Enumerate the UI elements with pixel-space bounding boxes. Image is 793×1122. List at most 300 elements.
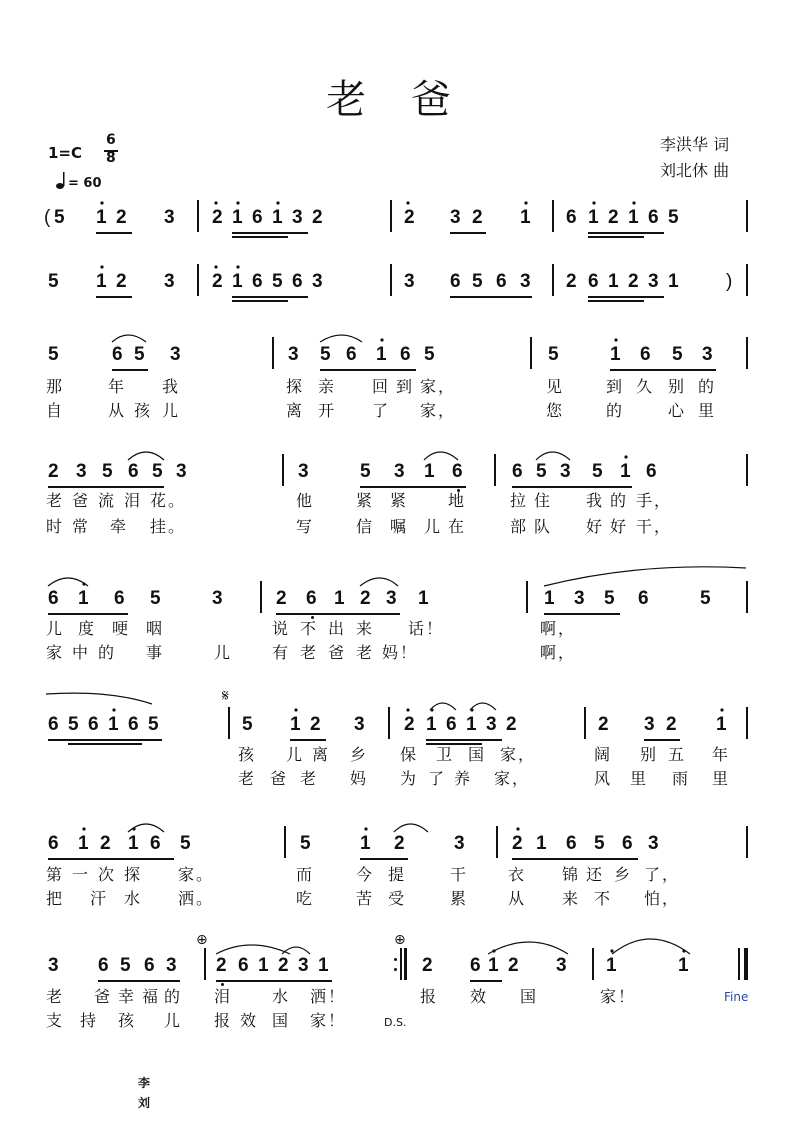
- lyric-syllable: 我: [162, 377, 181, 396]
- lyric-syllable: 国: [272, 1011, 291, 1030]
- note: 1: [334, 588, 345, 609]
- barline: [746, 337, 748, 369]
- lyricist-credit: 李洪华 词: [660, 135, 730, 154]
- coda-icon: ⊕: [196, 932, 208, 948]
- note: 5: [180, 833, 191, 854]
- lyric-syllable: 出: [328, 619, 347, 638]
- lyric-syllable: 在: [448, 517, 467, 536]
- note: 3: [450, 207, 461, 228]
- barline: [260, 581, 262, 613]
- lyric-syllable: 自: [46, 401, 65, 420]
- underline: [512, 858, 638, 860]
- lyric-syllable: 常: [72, 517, 91, 536]
- note: 3: [520, 271, 531, 292]
- lyric-syllable: 家，: [500, 745, 537, 764]
- note: 3: [486, 714, 497, 735]
- note: 3: [386, 588, 397, 609]
- note: 2: [666, 714, 677, 735]
- lyric-line-1: [0, 984, 793, 1006]
- note: 2: [100, 833, 111, 854]
- note: 5: [48, 344, 59, 365]
- underline: [112, 369, 148, 371]
- score-system-2: [0, 270, 793, 300]
- underline: [232, 296, 308, 298]
- note: 1: [610, 344, 621, 365]
- lyric-syllable: 来: [356, 619, 375, 638]
- note: 6: [48, 588, 59, 609]
- note: 2: [404, 207, 415, 228]
- barline: [282, 454, 284, 486]
- lyric-syllable: 部: [510, 517, 529, 536]
- note: 3: [298, 955, 309, 976]
- note: 1: [318, 955, 329, 976]
- lyric-syllable: 儿: [424, 517, 443, 536]
- note: 3: [560, 461, 571, 482]
- lyric-syllable: 地: [448, 491, 467, 510]
- note: 2: [48, 461, 59, 482]
- note: 1: [488, 955, 499, 976]
- lyric-syllable: 衣: [508, 865, 527, 884]
- lyric-syllable: 度: [78, 619, 97, 638]
- lyric-syllable: 养: [454, 769, 473, 788]
- barline: [284, 826, 286, 858]
- lyric-syllable: 妈: [350, 769, 369, 788]
- note: 6: [450, 271, 461, 292]
- note: 6: [566, 207, 577, 228]
- note: 6: [48, 833, 59, 854]
- lyric-syllable: 中: [72, 643, 91, 662]
- barline: [388, 707, 390, 739]
- lyric-syllable: 牵: [110, 517, 129, 536]
- note: 6: [588, 271, 599, 292]
- lyric-syllable: 的: [610, 491, 629, 510]
- lyric-syllable: 话！: [408, 619, 445, 638]
- lyric-syllable: 紧: [356, 491, 375, 510]
- note: 1: [606, 955, 617, 976]
- underline: [48, 858, 174, 860]
- note: 6: [646, 461, 657, 482]
- lyric-syllable: 里: [630, 769, 649, 788]
- note: 6: [640, 344, 651, 365]
- note: 2: [276, 588, 287, 609]
- barline: [746, 264, 748, 296]
- note: 5: [536, 461, 547, 482]
- lyric-line-1: [0, 616, 793, 638]
- underline: [588, 300, 644, 302]
- lyric-syllable: 了: [372, 401, 391, 420]
- barline: [197, 264, 199, 296]
- note: 2: [506, 714, 517, 735]
- underline: [96, 296, 132, 298]
- note: 1: [78, 833, 89, 854]
- note: 1: [78, 588, 89, 609]
- score-system-1: [0, 206, 793, 236]
- note: 2: [116, 271, 127, 292]
- note: 6: [252, 271, 263, 292]
- lyric-syllable: 流: [98, 491, 117, 510]
- lyric-syllable: 好: [610, 517, 629, 536]
- underline: [96, 232, 132, 234]
- lyric-syllable: 福: [142, 987, 161, 1006]
- note: 1: [128, 833, 139, 854]
- final-barline: [738, 948, 740, 980]
- note: 3: [394, 461, 405, 482]
- note: 5: [592, 461, 603, 482]
- lyric-syllable: 别: [640, 745, 659, 764]
- note: 1: [272, 207, 283, 228]
- lyric-syllable: 国: [468, 745, 487, 764]
- lyric-syllable: 的: [606, 401, 625, 420]
- lyric-syllable: 妈！: [382, 643, 419, 662]
- note: 2: [628, 271, 639, 292]
- note: 6: [446, 714, 457, 735]
- lyric-syllable: 爸: [270, 769, 289, 788]
- lyric-line-1: [0, 742, 793, 764]
- lyric-syllable: 阔: [594, 745, 613, 764]
- note: 6: [496, 271, 507, 292]
- note: 6: [512, 461, 523, 482]
- note: 6: [114, 588, 125, 609]
- lyric-syllable: 儿: [214, 643, 233, 662]
- note: 2: [278, 955, 289, 976]
- note: 5: [548, 344, 559, 365]
- note: 2: [422, 955, 433, 976]
- dal-segno-marking: D.S.: [384, 1016, 407, 1029]
- lyric-syllable: 为: [400, 769, 419, 788]
- note: 1: [360, 833, 371, 854]
- score-system-6: [0, 713, 793, 743]
- note: 5: [134, 344, 145, 365]
- barline: [584, 707, 586, 739]
- barline: [526, 581, 528, 613]
- note: 2: [116, 207, 127, 228]
- lyric-syllable: 怕，: [644, 889, 681, 908]
- barline: [552, 264, 554, 296]
- lyric-syllable: 爸: [328, 643, 347, 662]
- note: 1: [520, 207, 531, 228]
- note: 1: [290, 714, 301, 735]
- lyric-syllable: 有: [272, 643, 291, 662]
- lyric-syllable: 洒。: [178, 889, 215, 908]
- note: 1: [96, 207, 107, 228]
- note: 2: [310, 714, 321, 735]
- note: 3: [292, 207, 303, 228]
- lyric-syllable: 花。: [150, 491, 187, 510]
- note: 1: [232, 271, 243, 292]
- note: 1: [678, 955, 689, 976]
- lyric-syllable: 卫: [436, 745, 455, 764]
- note: 1: [588, 207, 599, 228]
- underline: [232, 236, 288, 238]
- note: 3: [702, 344, 713, 365]
- underline: [610, 369, 716, 371]
- lyric-syllable: 效: [240, 1011, 259, 1030]
- note: 2: [312, 207, 323, 228]
- barline: [746, 826, 748, 858]
- footer-credit-1: 李: [138, 1076, 151, 1090]
- lyric-syllable: 的: [698, 377, 717, 396]
- note: 2: [360, 588, 371, 609]
- underline: [426, 739, 502, 741]
- lyric-syllable: 泪: [214, 987, 233, 1006]
- segno-icon: 𝄋: [222, 686, 229, 705]
- note: 2: [212, 271, 223, 292]
- lyric-syllable: 而: [296, 865, 315, 884]
- note: 6: [292, 271, 303, 292]
- underline: [48, 613, 128, 615]
- note: 5: [594, 833, 605, 854]
- lyric-syllable: 亲: [318, 377, 337, 396]
- time-signature-numerator: 6: [106, 132, 116, 148]
- note: 5: [150, 588, 161, 609]
- note: 5: [152, 461, 163, 482]
- lyric-syllable: 我: [586, 491, 605, 510]
- note: 6: [566, 833, 577, 854]
- lyric-syllable: 家！: [600, 987, 637, 1006]
- note: 5: [68, 714, 79, 735]
- note: 5: [700, 588, 711, 609]
- lyric-syllable: 儿: [162, 401, 181, 420]
- note: 6: [144, 955, 155, 976]
- note: 1: [96, 271, 107, 292]
- repeat-barline: [404, 948, 407, 980]
- lyric-syllable: 次: [98, 865, 117, 884]
- footer-credit-2: 刘: [138, 1096, 151, 1110]
- lyric-syllable: 说: [272, 619, 291, 638]
- note: 6: [150, 833, 161, 854]
- lyric-syllable: 雨: [672, 769, 691, 788]
- note: 1: [536, 833, 547, 854]
- score-system-4: [0, 460, 793, 490]
- lyric-syllable: 保: [400, 745, 419, 764]
- note: 2: [394, 833, 405, 854]
- underline: [232, 232, 308, 234]
- lyric-syllable: 儿: [46, 619, 65, 638]
- note: 3: [176, 461, 187, 482]
- note: 5: [604, 588, 615, 609]
- note: 3: [164, 271, 175, 292]
- note: 6: [238, 955, 249, 976]
- score-system-3: [0, 343, 793, 373]
- lyric-line-1: [0, 862, 793, 884]
- note: 3: [556, 955, 567, 976]
- note: 3: [454, 833, 465, 854]
- note: 3: [644, 714, 655, 735]
- coda-icon: ⊕: [394, 932, 406, 948]
- note: 2: [472, 207, 483, 228]
- lyric-syllable: 持: [80, 1011, 99, 1030]
- note: 1: [426, 714, 437, 735]
- lyric-syllable: 探: [286, 377, 305, 396]
- lyric-syllable: 吃: [296, 889, 315, 908]
- note: 6: [400, 344, 411, 365]
- lyric-syllable: 啊，: [540, 643, 577, 662]
- lyric-syllable: 爸: [72, 491, 91, 510]
- lyric-syllable: 离: [286, 401, 305, 420]
- note: 1: [716, 714, 727, 735]
- underline: [450, 232, 486, 234]
- note: 5: [272, 271, 283, 292]
- note: 3: [288, 344, 299, 365]
- note: 6: [452, 461, 463, 482]
- note: 3: [574, 588, 585, 609]
- barline: [272, 337, 274, 369]
- lyric-syllable: 家，: [420, 377, 457, 396]
- note: 5: [672, 344, 683, 365]
- barline: [552, 200, 554, 232]
- underline: [588, 236, 644, 238]
- note: 6: [48, 714, 59, 735]
- lyric-syllable: 孩: [118, 1011, 137, 1030]
- note: 1: [376, 344, 387, 365]
- lyric-syllable: 一: [72, 865, 91, 884]
- lyric-line-2: [0, 886, 793, 908]
- lyric-syllable: 不: [594, 889, 613, 908]
- lyric-syllable: 幸: [118, 987, 137, 1006]
- lyric-syllable: 来: [562, 889, 581, 908]
- note: 1: [108, 714, 119, 735]
- lyric-line-2: [0, 514, 793, 536]
- barline: [496, 826, 498, 858]
- underline: [276, 613, 400, 615]
- lyric-syllable: 儿: [164, 1011, 183, 1030]
- note: 5: [242, 714, 253, 735]
- lyric-syllable: 老: [300, 643, 319, 662]
- note: 6: [128, 461, 139, 482]
- lyric-syllable: 队: [534, 517, 553, 536]
- note: 1: [668, 271, 679, 292]
- score-system-8: [0, 954, 793, 984]
- note: 2: [566, 271, 577, 292]
- lyric-syllable: 您: [546, 401, 565, 420]
- note: 6: [128, 714, 139, 735]
- composer-credit: 刘北休 曲: [660, 161, 730, 180]
- underline: [588, 296, 664, 298]
- tempo-marking: = 60: [68, 176, 102, 191]
- lyric-syllable: 里: [698, 401, 717, 420]
- lyric-syllable: 把: [46, 889, 65, 908]
- lyric-syllable: 苦: [356, 889, 375, 908]
- note: 6: [252, 207, 263, 228]
- lyric-syllable: 咽: [146, 619, 165, 638]
- close-parenthesis: ): [726, 271, 733, 292]
- lyric-syllable: 时: [46, 517, 65, 536]
- note: 3: [354, 714, 365, 735]
- note: 5: [48, 271, 59, 292]
- underline: [320, 369, 416, 371]
- note: 1: [232, 207, 243, 228]
- note: 3: [648, 271, 659, 292]
- lyric-syllable: 乡: [350, 745, 369, 764]
- note: 5: [300, 833, 311, 854]
- score-system-5: [0, 587, 793, 617]
- score-system-7: [0, 832, 793, 862]
- note: 2: [508, 955, 519, 976]
- lyric-syllable: 水: [272, 987, 291, 1006]
- note: 1: [418, 588, 429, 609]
- note: 6: [648, 207, 659, 228]
- lyric-syllable: 年: [712, 745, 731, 764]
- lyric-syllable: 啊，: [540, 619, 577, 638]
- note: 1: [258, 955, 269, 976]
- lyric-syllable: 孩: [134, 401, 153, 420]
- barline: [746, 581, 748, 613]
- note: 6: [88, 714, 99, 735]
- barline: [204, 948, 206, 980]
- lyric-syllable: 了，: [644, 865, 681, 884]
- lyric-syllable: 探: [124, 865, 143, 884]
- barline: [390, 200, 392, 232]
- underline: [290, 739, 326, 741]
- lyric-line-2: [0, 766, 793, 788]
- lyric-syllable: 干，: [636, 517, 673, 536]
- note: 3: [166, 955, 177, 976]
- lyric-line-1: [0, 374, 793, 396]
- barline: [197, 200, 199, 232]
- fine-marking: Fine: [724, 990, 749, 1004]
- lyric-syllable: 年: [108, 377, 127, 396]
- time-signature-denominator: 8: [106, 150, 116, 166]
- barline: [228, 707, 230, 739]
- lyric-syllable: 五: [668, 745, 687, 764]
- lyric-syllable: 写: [296, 517, 315, 536]
- barline: [494, 454, 496, 486]
- lyric-syllable: 老: [46, 987, 65, 1006]
- lyric-syllable: 锦: [562, 865, 581, 884]
- lyric-syllable: 开: [318, 401, 337, 420]
- note: 2: [216, 955, 227, 976]
- underline: [360, 858, 408, 860]
- lyric-syllable: 别: [668, 377, 687, 396]
- lyric-syllable: 不: [300, 619, 319, 638]
- note: 5: [320, 344, 331, 365]
- note: 1: [544, 588, 555, 609]
- note: 2: [512, 833, 523, 854]
- lyric-syllable: 国: [520, 987, 539, 1006]
- barline: [530, 337, 532, 369]
- barline: [746, 707, 748, 739]
- repeat-dot: [394, 958, 397, 961]
- lyric-syllable: 见: [546, 377, 565, 396]
- lyric-syllable: 家。: [178, 865, 215, 884]
- lyric-syllable: 老: [46, 491, 65, 510]
- lyric-syllable: 爸: [94, 987, 113, 1006]
- lyric-syllable: 报: [420, 987, 439, 1006]
- lyric-syllable: 住: [534, 491, 553, 510]
- note: 5: [424, 344, 435, 365]
- note: 5: [472, 271, 483, 292]
- lyric-syllable: 累: [450, 889, 469, 908]
- note: 6: [98, 955, 109, 976]
- underline: [450, 296, 532, 298]
- lyric-syllable: 手，: [636, 491, 673, 510]
- lyric-line-1: [0, 488, 793, 510]
- underline: [98, 980, 180, 982]
- lyric-syllable: 儿: [286, 745, 305, 764]
- note: 2: [598, 714, 609, 735]
- note: 6: [638, 588, 649, 609]
- repeat-barline: [400, 948, 402, 980]
- note: 6: [346, 344, 357, 365]
- note: 3: [170, 344, 181, 365]
- lyric-syllable: 好: [586, 517, 605, 536]
- lyric-syllable: 支: [46, 1011, 65, 1030]
- lyric-syllable: 孩: [238, 745, 257, 764]
- lyric-syllable: 受: [388, 889, 407, 908]
- underline: [644, 739, 680, 741]
- lyric-syllable: 提: [388, 865, 407, 884]
- note: 5: [668, 207, 679, 228]
